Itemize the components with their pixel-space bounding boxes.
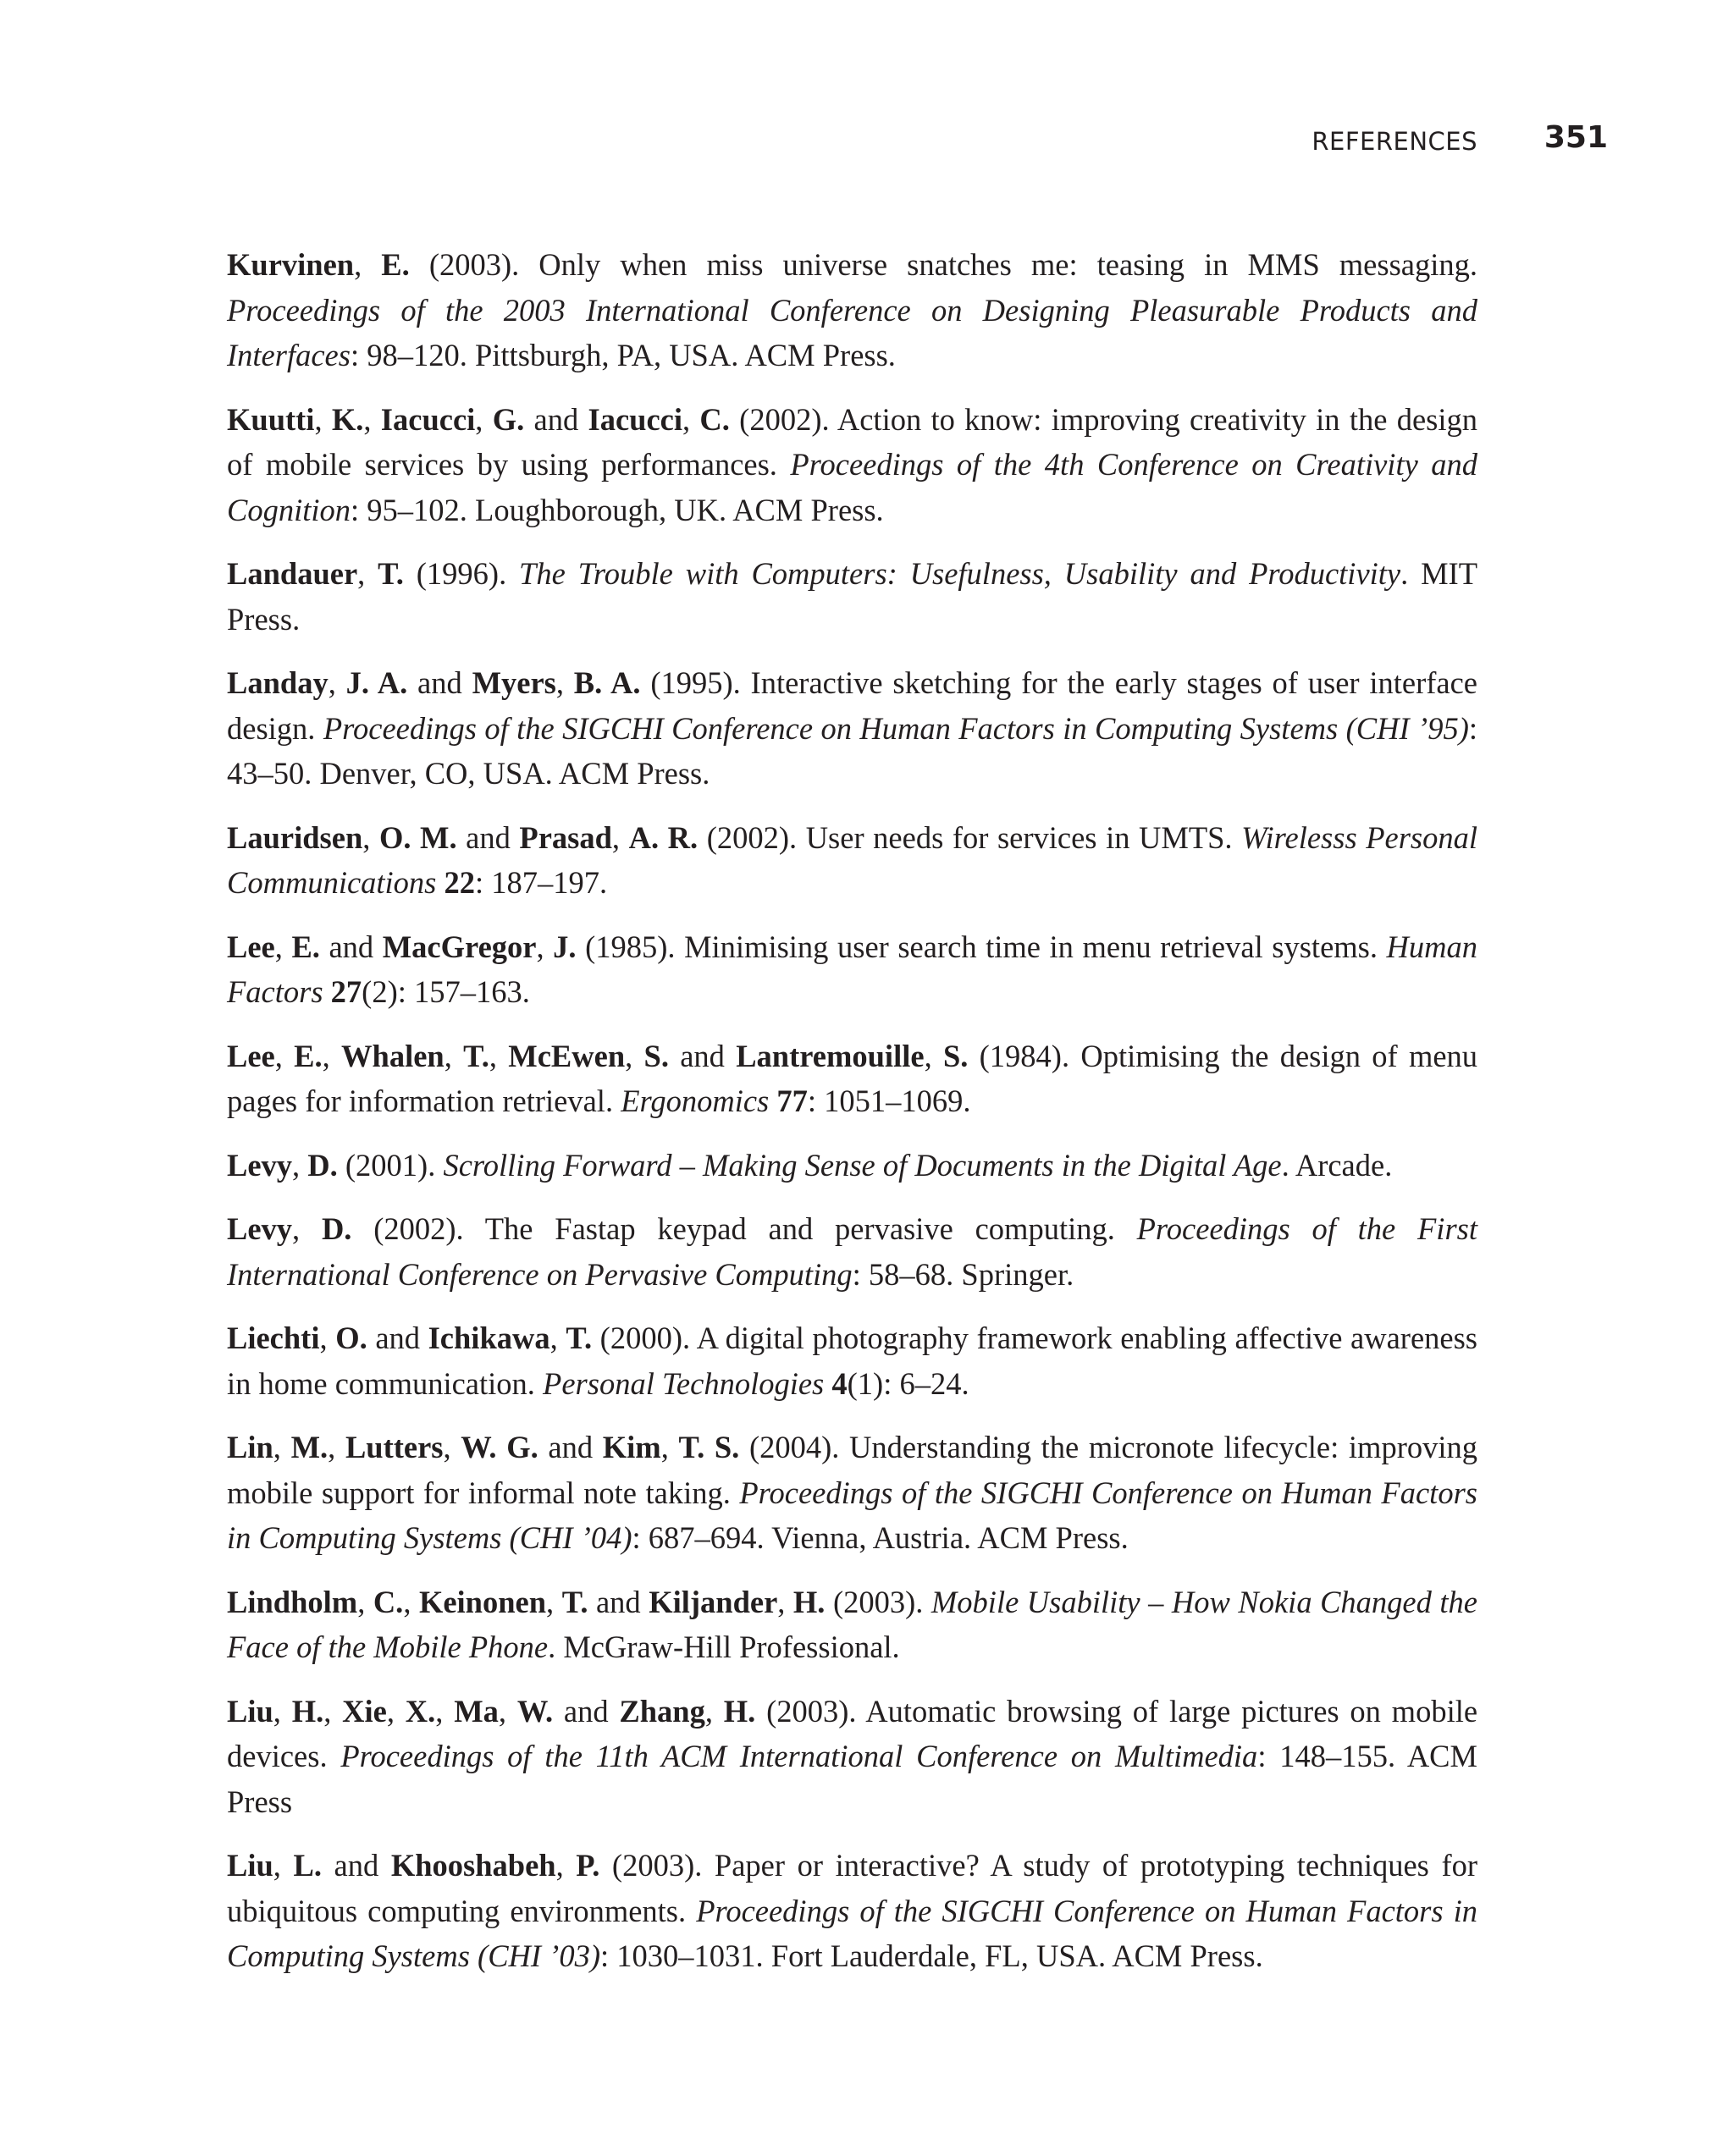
ref-text: and (367, 1321, 428, 1355)
ref-bold-text: B. A. (573, 665, 641, 700)
ref-bold-text: Lee (227, 929, 275, 964)
ref-bold-text: H. (792, 1584, 826, 1619)
ref-text: , (362, 819, 379, 855)
ref-bold-text: M. (290, 1430, 329, 1464)
ref-text: , (292, 1211, 322, 1246)
reference-entry (227, 551, 1477, 642)
ref-text: : 687–694. Vienna, Austria. ACM Press. (632, 1520, 1129, 1555)
ref-text: (1): 6–24. (847, 1365, 969, 1401)
ref-bold-text: X. (405, 1693, 436, 1729)
reference-entry (227, 1425, 1477, 1561)
ref-text (436, 865, 444, 900)
reference-entry (227, 1689, 1477, 1825)
ref-text: : 58–68. Springer. (852, 1256, 1074, 1292)
ref-bold-text: McEwen (508, 1038, 626, 1073)
ref-text: , (292, 1147, 308, 1183)
ref-bold-text: W. G. (461, 1430, 538, 1464)
ref-bold-text: Kim (602, 1430, 661, 1464)
ref-text: , (498, 1693, 517, 1729)
ref-bold-text: Khooshabeh (390, 1848, 556, 1883)
ref-text: (2003). Paper or interactive? A study of prototyping techniques for ubiquitous computing environments. (227, 1848, 1478, 1928)
ref-bold-text: T. (561, 1584, 588, 1619)
ref-bold-text: Liechti (227, 1321, 320, 1355)
ref-text: (2002). User needs for services in UMTS. (698, 819, 1242, 855)
ref-bold-text: Kuutti (227, 401, 315, 437)
ref-text: , (323, 1693, 343, 1729)
ref-bold-text: 22 (444, 865, 476, 900)
ref-text: (2002). Action to know: improving creativity in the design of mobile services by using performances. (227, 401, 1477, 482)
ref-italic-title: The Trouble with Computers: Usefulness, Usability and Productivity (519, 556, 1401, 591)
ref-text: and (553, 1693, 620, 1729)
ref-italic-title: Personal Technologies (543, 1365, 825, 1401)
reference-entry (227, 242, 1477, 378)
ref-bold-text: Myers (472, 665, 556, 700)
ref-text: , (357, 1584, 373, 1619)
ref-text: , (403, 1584, 419, 1619)
ref-bold-text: W. (516, 1693, 554, 1729)
ref-text: . MIT Press. (227, 556, 1478, 637)
ref-text: , (328, 1430, 345, 1464)
ref-italic-title: Wirelesss Personal Communications (227, 819, 1478, 900)
ref-text: (2003). Only when miss universe snatches me: teasing in MMS messaging. (409, 247, 1478, 282)
ref-bold-text: Lindholm (227, 1584, 358, 1619)
reference-entry (227, 1034, 1477, 1124)
ref-text: and (319, 929, 383, 964)
ref-bold-text: 4 (831, 1365, 848, 1401)
ref-text: (2): 157–163. (362, 974, 530, 1009)
ref-bold-text: H. (291, 1693, 324, 1729)
ref-text: . Arcade. (1281, 1147, 1393, 1183)
ref-bold-text: Levy (227, 1147, 293, 1183)
ref-bold-text: J. A. (345, 665, 408, 700)
ref-bold-text: Landauer (227, 556, 358, 591)
ref-bold-text: E. (291, 929, 320, 964)
reference-entry (227, 1206, 1477, 1297)
reference-entry (227, 924, 1477, 1015)
reference-entry (227, 397, 1477, 533)
ref-italic-title: Proceedings of the SIGCHI Conference on Human Factors in Computing Systems (CHI ’95) (323, 710, 1469, 746)
ref-text: (1995). Interactive sketching for the early stages of user interface design. (227, 665, 1477, 746)
ref-text: , (682, 401, 700, 437)
ref-bold-text: G. (492, 401, 525, 437)
ref-text: , (611, 819, 629, 855)
ref-italic-title: Mobile Usability – How Nokia Changed the Face of the Mobile Phone (227, 1584, 1477, 1664)
ref-bold-text: Kiljander (649, 1584, 778, 1619)
ref-bold-text: Lantremouille (736, 1038, 925, 1073)
ref-text: , (546, 1584, 562, 1619)
ref-bold-text: K. (331, 401, 364, 437)
ref-bold-text: O. M. (378, 819, 457, 855)
ref-text: and (524, 401, 588, 437)
reference-entry (227, 1315, 1477, 1406)
ref-text: (2004). Understanding the micronote lifecycle: improving mobile support for informal note taking. (227, 1430, 1477, 1510)
ref-italic-title: Proceedings of the 2003 International Conference on Designing Pleasurable Products and Interfaces (227, 292, 1477, 372)
running-head (0, 120, 1734, 171)
ref-text: , (555, 665, 574, 700)
ref-bold-text: S. (643, 1038, 669, 1073)
ref-text: , (777, 1584, 793, 1619)
ref-text: , (328, 665, 346, 700)
ref-text: , (549, 1321, 566, 1355)
ref-bold-text: T. S. (678, 1430, 740, 1464)
ref-text: , (273, 1430, 291, 1464)
ref-text: , (924, 1038, 943, 1073)
ref-bold-text: 27 (330, 974, 362, 1009)
ref-italic-title: Proceedings of the 11th ACM International Conference on Multimedia (340, 1739, 1258, 1773)
ref-italic-title: Ergonomics (621, 1084, 770, 1118)
reference-entry (227, 1580, 1477, 1670)
ref-bold-text: E. (381, 247, 410, 282)
ref-bold-text: Whalen (341, 1038, 445, 1073)
ref-bold-text: O. (335, 1321, 367, 1355)
ref-bold-text: T. (463, 1038, 489, 1073)
ref-italic-title: Proceedings of the SIGCHI Conference on Human Factors in Computing Systems (CHI ’03) (227, 1893, 1477, 1973)
ref-bold-text: Liu (227, 1693, 273, 1729)
ref-italic-title: Human Factors (227, 929, 1478, 1009)
ref-text: : 187–197. (475, 865, 608, 900)
ref-text: (2001). (337, 1147, 444, 1183)
ref-text: , (475, 401, 493, 437)
ref-text: and (456, 819, 520, 855)
ref-text: : 98–120. Pittsburgh, PA, USA. ACM Press. (350, 338, 896, 372)
ref-italic-title: Proceedings of the First International Conference on Pervasive Computing (227, 1211, 1477, 1292)
ref-bold-text: Iacucci (588, 401, 682, 437)
ref-bold-text: Prasad (519, 819, 612, 855)
ref-text: , (363, 401, 381, 437)
ref-text: (2003). (825, 1584, 931, 1619)
ref-bold-text: Levy (227, 1211, 293, 1246)
ref-bold-text: P. (576, 1848, 600, 1883)
ref-text: (1984). Optimising the design of menu pages for information retrieval. (227, 1038, 1478, 1118)
ref-text: and (588, 1584, 649, 1619)
ref-bold-text: Zhang (619, 1693, 705, 1729)
ref-bold-text: Lauridsen (227, 819, 363, 855)
ref-bold-text: D. (321, 1211, 352, 1246)
reference-entry (227, 815, 1477, 906)
ref-text: , (660, 1430, 679, 1464)
ref-bold-text: A. R. (628, 819, 699, 855)
ref-text: , (386, 1693, 406, 1729)
ref-bold-text: S. (942, 1038, 969, 1073)
section-title: REFERENCES (1312, 127, 1477, 156)
ref-text: , (704, 1693, 724, 1729)
ref-bold-text: Lin (227, 1430, 273, 1464)
ref-bold-text: Lee (227, 1038, 275, 1073)
ref-text: , (273, 1693, 292, 1729)
ref-text: , (319, 1321, 336, 1355)
page-number: 351 (1543, 120, 1608, 155)
ref-bold-text: D. (307, 1147, 338, 1183)
ref-bold-text: Landay (227, 665, 329, 700)
ref-bold-text: H. (723, 1693, 756, 1729)
ref-text: , (322, 1038, 342, 1073)
ref-text: , (435, 1693, 455, 1729)
ref-bold-text: Xie (342, 1693, 387, 1729)
ref-italic-title: Proceedings of the SIGCHI Conference on Human Factors in Computing Systems (CHI ’04) (227, 1475, 1477, 1555)
ref-text: , (489, 1038, 509, 1073)
ref-bold-text: E. (294, 1038, 323, 1073)
ref-text: , (273, 1848, 294, 1883)
ref-text (323, 974, 331, 1009)
ref-italic-title: Proceedings of the 4th Conference on Creativity and Cognition (227, 447, 1477, 527)
ref-text: , (443, 1430, 461, 1464)
ref-text: and (321, 1848, 391, 1883)
ref-text: : 148–155. ACM Press (227, 1739, 1477, 1819)
ref-bold-text: Ichikawa (428, 1321, 550, 1355)
ref-bold-text: C. (373, 1584, 404, 1619)
ref-text: , (555, 1848, 577, 1883)
ref-text: , (274, 929, 292, 964)
ref-text: , (625, 1038, 644, 1073)
ref-bold-text: Kurvinen (227, 247, 355, 282)
ref-text: , (274, 1038, 295, 1073)
ref-text: (2000). A digital photography framework enabling affective awareness in home communication. (227, 1321, 1478, 1401)
ref-italic-title: Scrolling Forward – Making Sense of Documents in the Digital Age (443, 1147, 1282, 1183)
ref-text: (1996). (403, 556, 520, 591)
ref-text: (1985). Minimising user search time in menu retrieval systems. (576, 929, 1387, 964)
ref-bold-text: 77 (776, 1084, 808, 1118)
ref-text: : 1030–1031. Fort Lauderdale, FL, USA. ACM Press. (600, 1938, 1263, 1973)
ref-bold-text: Ma (454, 1693, 499, 1729)
ref-bold-text: L. (293, 1848, 322, 1883)
ref-text: , (357, 556, 378, 591)
reference-list (227, 242, 1477, 1998)
ref-bold-text: Lutters (345, 1430, 444, 1464)
ref-bold-text: T. (378, 556, 404, 591)
ref-text: and (538, 1430, 603, 1464)
ref-text: . McGraw-Hill Professional. (548, 1629, 900, 1664)
ref-text: , (536, 929, 554, 964)
ref-text: and (668, 1038, 737, 1073)
ref-text: , (354, 247, 382, 282)
reference-entry (227, 660, 1477, 797)
ref-text: , (444, 1038, 464, 1073)
ref-text: : 43–50. Denver, CO, USA. ACM Press. (227, 710, 1478, 791)
ref-bold-text: T. (566, 1321, 593, 1355)
ref-bold-text: Keinonen (418, 1584, 547, 1619)
reference-entry (227, 1143, 1477, 1188)
ref-bold-text: J. (553, 929, 577, 964)
ref-text: , (314, 401, 332, 437)
ref-text: : 95–102. Loughborough, UK. ACM Press. (351, 492, 884, 527)
ref-bold-text: C. (699, 401, 730, 437)
ref-text: (2003). Automatic browsing of large pictures on mobile devices. (227, 1693, 1478, 1773)
ref-text: : 1051–1069. (807, 1084, 971, 1118)
reference-entry (227, 1843, 1477, 1979)
ref-bold-text: Iacucci (380, 401, 476, 437)
ref-text: (2002). The Fastap keypad and pervasive computing. (351, 1211, 1137, 1246)
ref-bold-text: MacGregor (382, 929, 537, 964)
ref-bold-text: Liu (227, 1848, 273, 1883)
ref-text: and (407, 665, 472, 700)
